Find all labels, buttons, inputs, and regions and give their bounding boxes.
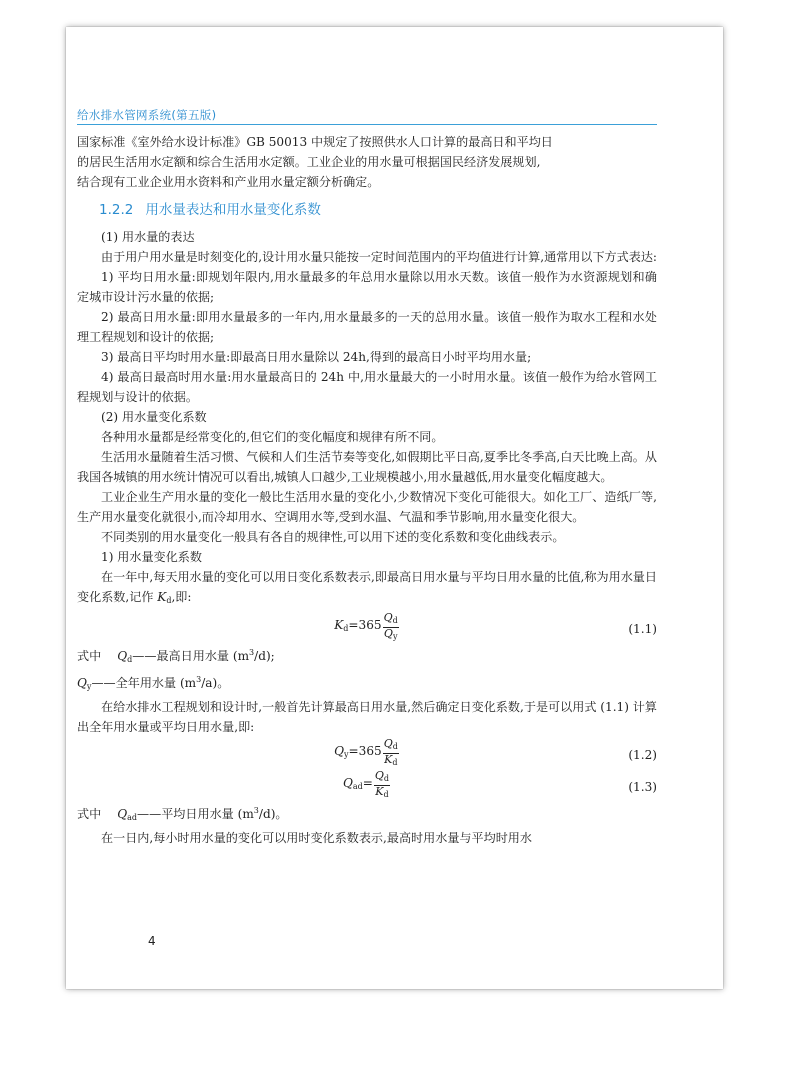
- definition: $Q_y——$全年用水量 $(m^3/a)$。: [77, 675, 230, 692]
- paragraph: 在给水排水工程规划和设计时,一般首先计算最高日用水量,然后确定日变化系数,于是可以用式 (1.1) 计算出全年用水量或平均日用水量,即:: [77, 700, 657, 735]
- fraction: $\frac{Q_d}{Q_y}$: [383, 610, 398, 641]
- paragraph: 在一日内,每小时用水量的变化可以用时变化系数表示,最高时用水量与平均时用水: [101, 831, 532, 846]
- page-number: 4: [148, 934, 156, 948]
- equation-number: (1.2): [628, 748, 657, 763]
- paragraph: 工业企业生产用水量的变化一般比生活用水量的变化小,少数情况下变化可能很大。如化工厂、造纸厂等,生产用水量变化就很小,而冷却用水、空调用水等,受到水温、气温和季节影响,用水量变化很大。: [77, 490, 657, 524]
- equation-number: (1.3): [628, 780, 657, 795]
- equation-1-3: $Q_{ad}=$ $\frac{Q_d}{K_d}$ (1.3): [342, 768, 657, 799]
- paragraph: 各种用水量都是经常变化的,但它们的变化幅度和规律有所不同。: [101, 430, 444, 444]
- paragraph: 在一年中,每天用水量的变化可以用日变化系数表示,即最高日用水量与平均日用水量的比值,称为用水量日变化系数,记作 $K_d$,即:: [77, 570, 657, 605]
- fraction: $\frac{Q_d}{K_d}$: [374, 768, 390, 799]
- equation-1-1: $K_d=365$ $\frac{Q_d}{Q_y}$ (1.1): [334, 610, 657, 641]
- equation-1-2: $Q_y=365$ $\frac{Q_d}{K_d}$ (1.2): [334, 736, 657, 767]
- paragraph: 生活用水量随着生活习惯、气候和人们生活节奏等变化,如假期比平日高,夏季比冬季高,白天比晚上高。从我国各城镇的用水统计情况可以看出,城镇人口越少,工业规模越小,用水量越低,用水量变化幅度越大。: [77, 450, 657, 484]
- list-item: 4) 最高日最高时用水量:用水量最高日的 24h 中,用水量最大的一小时用水量。该值一般作为给水管网工程规划与设计的依据。: [77, 370, 657, 404]
- section-title: 用水量表达和用水量变化系数: [145, 202, 321, 218]
- paragraph: 不同类别的用水量变化一般具有各自的规律性,可以用下述的变化系数和变化曲线表示。: [101, 530, 565, 544]
- subheading: (1) 用水量的表达: [101, 230, 195, 244]
- header-rule: [77, 124, 657, 125]
- definition: 式中 $Q_d——$最高日用水量 $(m^3/d)$;: [77, 648, 275, 665]
- running-head: 给水排水管网系统(第五版): [77, 108, 217, 122]
- section-number: 1.2.2: [99, 202, 134, 218]
- subheading: 1) 用水量变化系数: [101, 550, 202, 564]
- fraction: $\frac{Q_d}{K_d}$: [383, 736, 398, 767]
- list-item: 2) 最高日用水量:即用水量最多的一年内,用水量最多的一天的总用水量。该值一般作为取水工程和水处理工程规划和设计的依据;: [77, 310, 657, 344]
- equation-number: (1.1): [628, 622, 657, 636]
- list-item: 3) 最高日平均时用水量:即最高日用水量除以 24h,得到的最高日小时平均用水量;: [101, 350, 532, 364]
- definition: 式中 $Q_{ad}——$平均日用水量 $(m^3/d)$。: [77, 806, 288, 823]
- list-item: 1) 平均日用水量:即规划年限内,用水量最多的年总用水量除以用水天数。该值一般作为水资源规划和确定城市设计污水量的依据;: [77, 270, 657, 304]
- subheading: (2) 用水量变化系数: [101, 410, 207, 424]
- paragraph: 由于用户用水量是时刻变化的,设计用水量只能按一定时间范围内的平均值进行计算,通常用以下方式表达:: [101, 250, 657, 264]
- page-content: [77, 132, 657, 848]
- section-heading: [99, 199, 657, 221]
- paragraph: 国家标准《室外给水设计标准》GB 50013 中规定了按照供水人口计算的最高日和平均日 的居民生活用水定额和综合生活用水定额。工业企业的用水量可根据国民经济发展规划, 结合现有工业企业用水资料和产业用水量定额分析确定。: [77, 135, 553, 189]
